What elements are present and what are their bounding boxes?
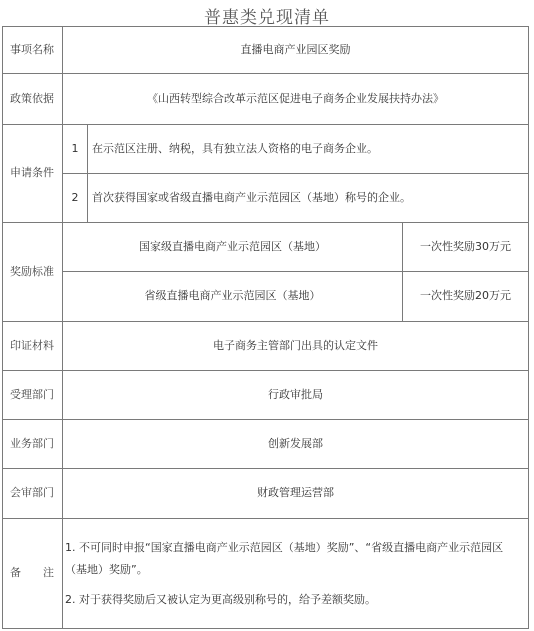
item-name-label: 事项名称 [3, 27, 63, 74]
policy-label: 政策依据 [3, 74, 63, 125]
rewards-table [2, 26, 529, 629]
reward-label: 奖励标准 [3, 223, 63, 322]
business-dept-value: 创新发展部 [63, 420, 529, 469]
condition-number: 1 [63, 125, 88, 174]
accept-dept-value: 行政审批局 [63, 371, 529, 420]
conditions-label: 申请条件 [3, 125, 63, 223]
remark-item: 2. 对于获得奖励后又被认定为更高级别称号的，给予差额奖励。 [65, 592, 376, 606]
condition-number: 2 [63, 174, 88, 223]
page-title: 普惠类兑现清单 [204, 8, 330, 28]
reward-level-name: 国家级直播电商产业示范园区（基地） [63, 223, 403, 272]
condition-text: 在示范区注册、纳税，具有独立法人资格的电子商务企业。 [88, 125, 529, 174]
accept-dept-label: 受理部门 [3, 371, 63, 420]
remarks-label: 备 注 [3, 519, 63, 629]
materials-label: 印证材料 [3, 322, 63, 371]
materials-value: 电子商务主管部门出具的认定文件 [63, 322, 529, 371]
condition-text: 首次获得国家或省级直播电商产业示范园区（基地）称号的企业。 [88, 174, 529, 223]
reward-amount: 一次性奖励20万元 [403, 272, 529, 322]
business-dept-label: 业务部门 [3, 420, 63, 469]
remarks-value [63, 519, 529, 629]
review-dept-value: 财政管理运营部 [63, 469, 529, 519]
reward-level-name: 省级直播电商产业示范园区（基地） [63, 272, 403, 322]
reward-amount: 一次性奖励30万元 [403, 223, 529, 272]
item-name-value: 直播电商产业园区奖励 [63, 27, 529, 74]
remark-item: 1. 不可同时申报“国家直播电商产业示范园区（基地）奖励”、“省级直播电商产业示范园区（基地）奖励”。 [65, 540, 504, 576]
review-dept-label: 会审部门 [3, 469, 63, 519]
policy-value: 《山西转型综合改革示范区促进电子商务企业发展扶持办法》 [63, 74, 529, 125]
